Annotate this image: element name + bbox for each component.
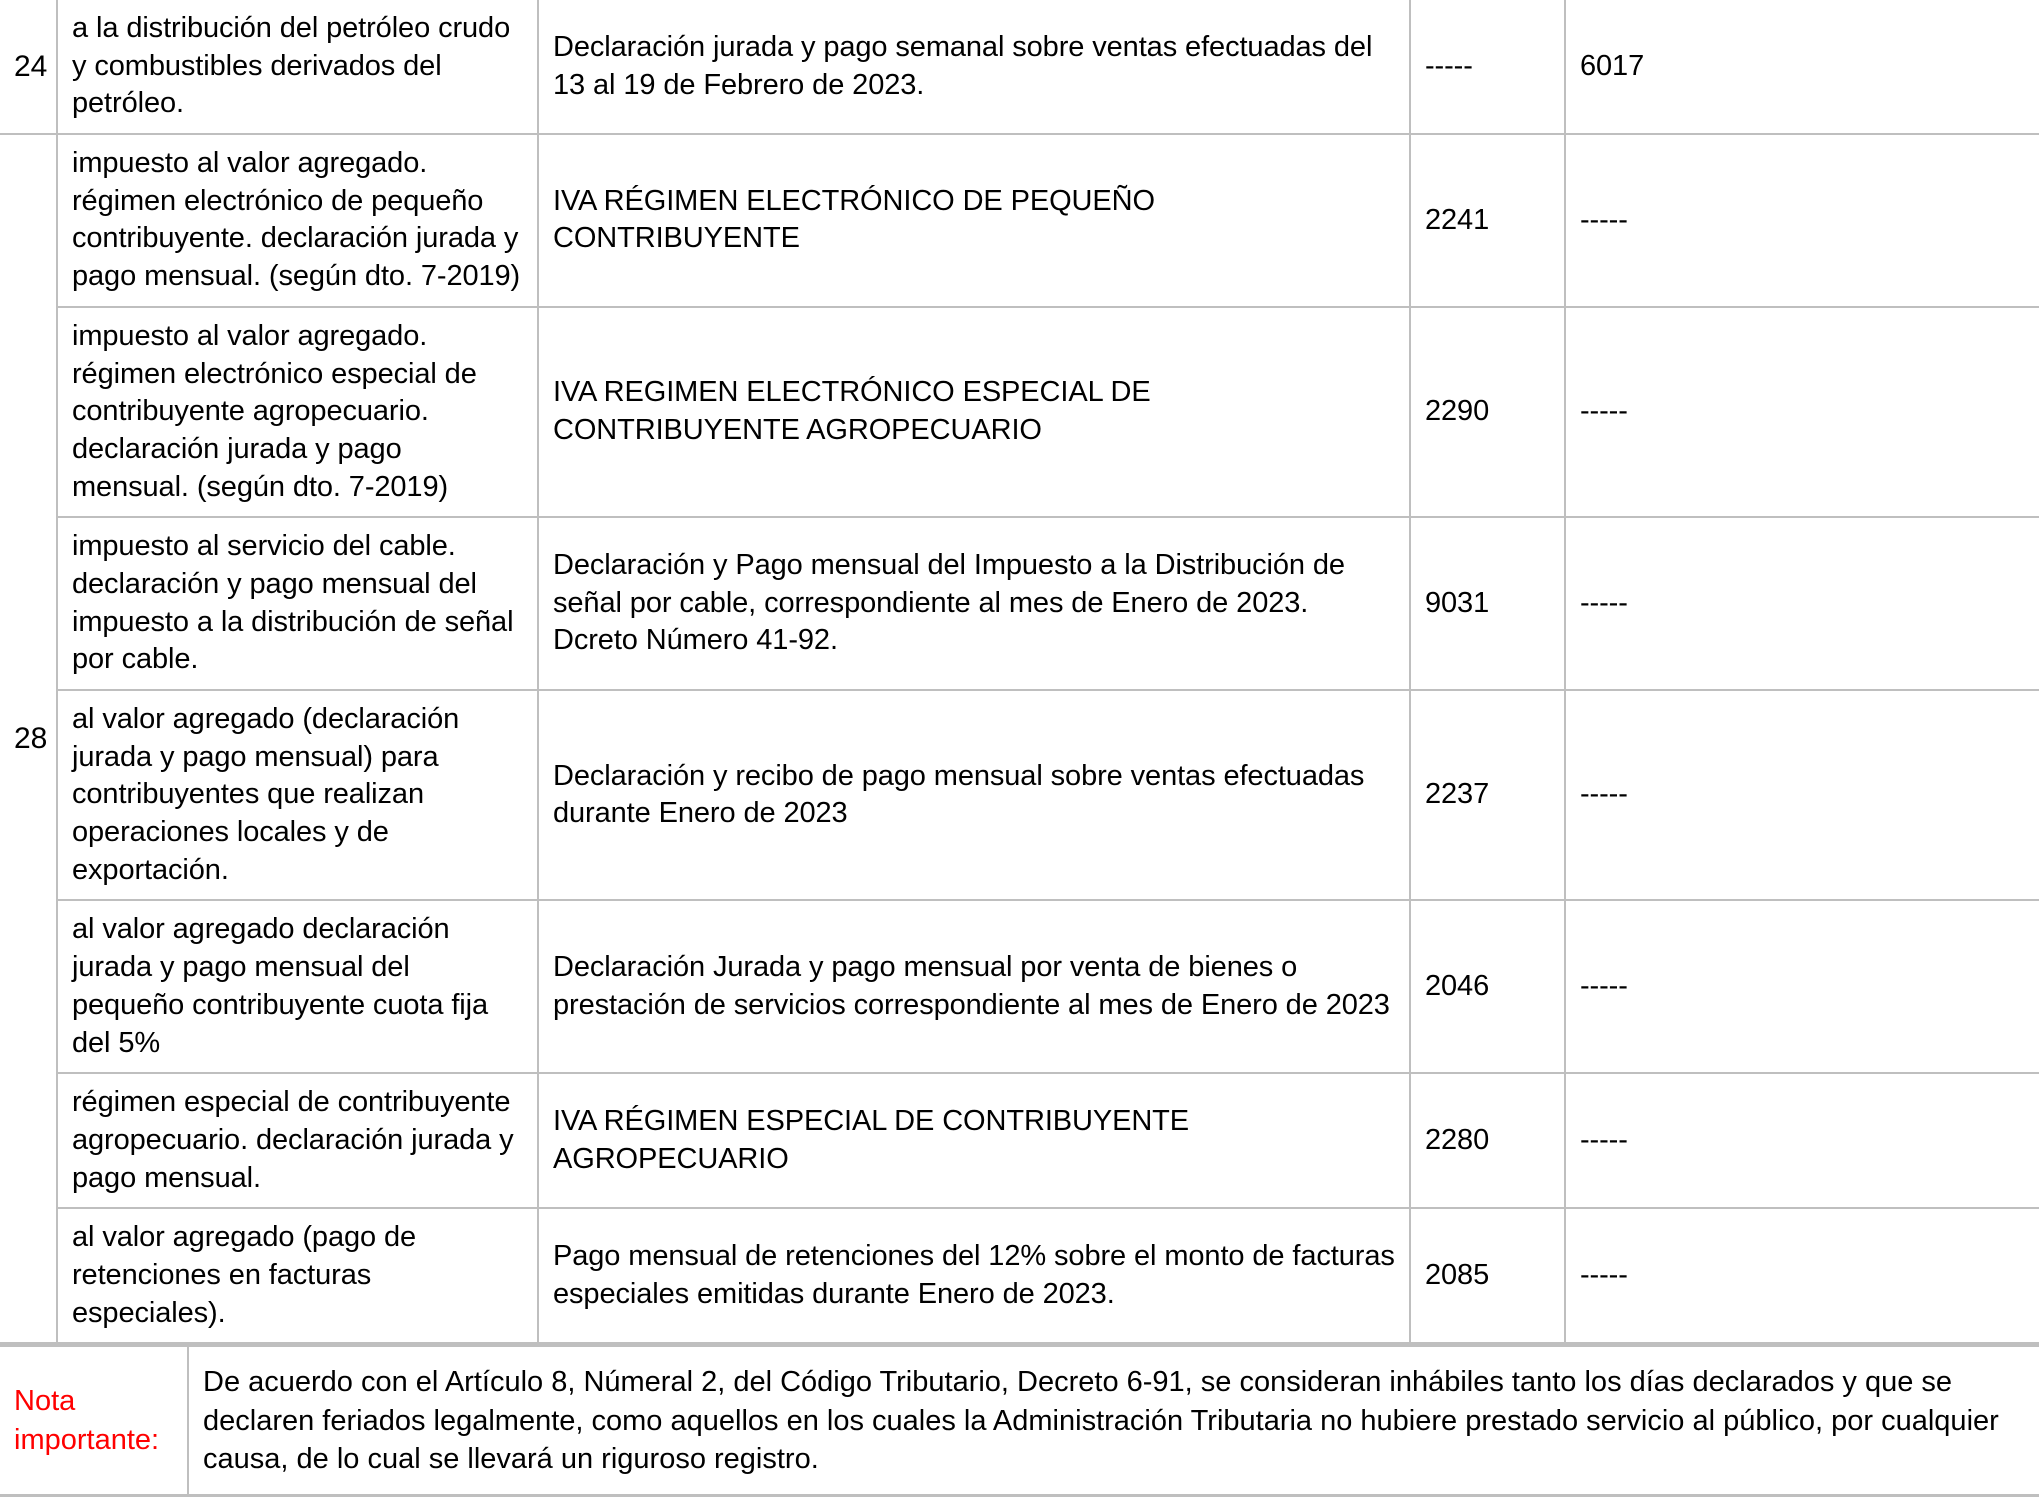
important-note-section: [0, 1344, 2039, 1497]
form-b-cell: -----: [1565, 690, 2039, 900]
table-row: [0, 307, 2039, 517]
form-b-cell: -----: [1565, 900, 2039, 1073]
obligation-cell: al valor agregado (declaración jurada y pago mensual) para contribuyentes que realizan operaciones locales y de exportación.: [57, 690, 538, 900]
form-b-cell: -----: [1565, 517, 2039, 690]
table-row: [0, 900, 2039, 1073]
obligation-cell: impuesto al valor agregado. régimen electrónico de pequeño contribuyente. declaración jurada y pago mensual. (según dto. 7-2019): [57, 134, 538, 307]
obligation-cell: impuesto al valor agregado. régimen electrónico especial de contribuyente agropecuario. declaración jurada y pago mensual. (según dto. 7-2019): [57, 307, 538, 517]
form-a-cell: 2241: [1410, 134, 1565, 307]
day-cell: [0, 0, 57, 134]
form-b-cell: -----: [1565, 307, 2039, 517]
table-row: [0, 517, 2039, 690]
obligation-cell: a la distribución del petróleo crudo y combustibles derivados del petróleo.: [57, 0, 538, 134]
obligation-cell: al valor agregado declaración jurada y pago mensual del pequeño contribuyente cuota fija del 5%: [57, 900, 538, 1073]
description-cell: Declaración y recibo de pago mensual sobre ventas efectuadas durante Enero de 2023: [538, 690, 1410, 900]
form-a-cell: 2280: [1410, 1073, 1565, 1208]
note-label: Nota importante:: [0, 1347, 188, 1494]
note-table: [0, 1347, 2039, 1494]
table-row: [0, 690, 2039, 900]
day-number: 24: [14, 49, 48, 83]
form-b-cell: -----: [1565, 1073, 2039, 1208]
description-cell: Declaración jurada y pago semanal sobre ventas efectuadas del 13 al 19 de Febrero de 2023.: [538, 0, 1410, 134]
obligation-cell: al valor agregado (pago de retenciones en facturas especiales).: [57, 1208, 538, 1343]
form-a-cell: 2046: [1410, 900, 1565, 1073]
description-cell: Declaración Jurada y pago mensual por venta de bienes o prestación de servicios correspondiente al mes de Enero de 2023: [538, 900, 1410, 1073]
table-row: [0, 1073, 2039, 1208]
note-row: [0, 1347, 2039, 1494]
description-cell: Pago mensual de retenciones del 12% sobre el monto de facturas especiales emitidas durante Enero de 2023.: [538, 1208, 1410, 1343]
obligation-cell: impuesto al servicio del cable. declaración y pago mensual del impuesto a la distribución de señal por cable.: [57, 517, 538, 690]
description-cell: Declaración y Pago mensual del Impuesto a la Distribución de señal por cable, correspondiente al mes de Enero de 2023. Dcreto Número 41-92.: [538, 517, 1410, 690]
form-b-cell: 6017: [1565, 0, 2039, 134]
note-text: De acuerdo con el Artículo 8, Númeral 2, del Código Tributario, Decreto 6-91, se consideran inhábiles tanto los días declarados y que se declaren feriados legalmente, como aquellos en los cuales la Administración Tributaria no hubiere prestado servicio al público, por cualquier causa, de lo cual se llevará un riguroso registro.: [188, 1347, 2039, 1494]
form-a-cell: 2237: [1410, 690, 1565, 900]
day-number: 28: [14, 721, 48, 755]
form-a-cell: 2290: [1410, 307, 1565, 517]
obligation-cell: régimen especial de contribuyente agropecuario. declaración jurada y pago mensual.: [57, 1073, 538, 1208]
day-cell: [0, 134, 57, 1343]
form-b-cell: -----: [1565, 134, 2039, 307]
form-a-cell: 2085: [1410, 1208, 1565, 1343]
table-row: [0, 134, 2039, 307]
table-row: [0, 1208, 2039, 1343]
form-b-cell: -----: [1565, 1208, 2039, 1343]
form-a-cell: -----: [1410, 0, 1565, 134]
description-cell: IVA REGIMEN ELECTRÓNICO ESPECIAL DE CONTRIBUYENTE AGROPECUARIO: [538, 307, 1410, 517]
table-row: [0, 0, 2039, 134]
description-cell: IVA RÉGIMEN ELECTRÓNICO DE PEQUEÑO CONTRIBUYENTE: [538, 134, 1410, 307]
description-cell: IVA RÉGIMEN ESPECIAL DE CONTRIBUYENTE AGROPECUARIO: [538, 1073, 1410, 1208]
note-body: [0, 1347, 2039, 1494]
form-a-cell: 9031: [1410, 517, 1565, 690]
